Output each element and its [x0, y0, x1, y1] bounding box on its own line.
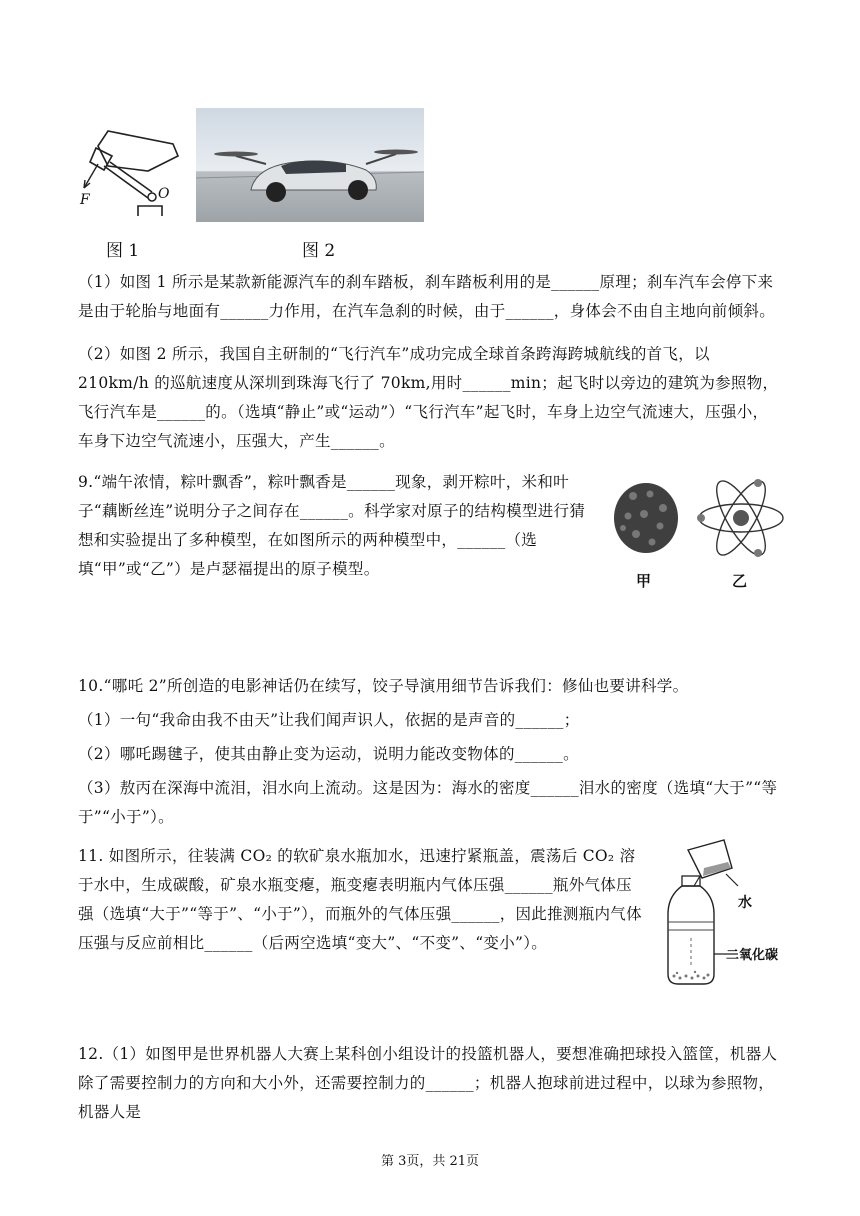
atom-models-figure	[608, 466, 788, 594]
question-10-part-1: （1）一句“我命由我不由天”让我们闻声识人，依据的是声音的______；	[78, 711, 580, 729]
bottle-co2-figure	[654, 838, 786, 990]
figure-1-caption: 图 1	[106, 241, 140, 261]
question-8-part-2: （2）如图 2 所示，我国自主研制的“飞行汽车”成功完成全球首条跨海跨城航线的首飞，以 210km/h 的巡航速度从深圳到珠海飞行了 70km,用时______min；起飞时以旁边的建筑为参照物，飞行汽车是______的。（选填“静止”或“运动”）“飞行汽车”起飞时，车身上边空气流速大，压强小，车身下边空气流速小，压强大，产生______。	[78, 345, 779, 450]
brake-pedal-figure	[78, 126, 184, 224]
flying-car-photo	[196, 108, 424, 222]
force-label: F	[80, 192, 90, 208]
question-9: 9.“端午浓情，粽叶飘香”，粽叶飘香是______现象，剥开粽叶，米和叶子“藕断丝连”说明分子之间存在______。科学家对原子的结构模型进行猜想和实验提出了多种模型，在如图所示的两种模型中，______（选填“甲”或“乙”）是卢瑟福提出的原子模型。	[78, 473, 586, 578]
figure-2-caption: 图 2	[302, 241, 336, 261]
question-10-part-2: （2）哪吒踢毽子，使其由静止变为运动，说明力能改变物体的______。	[78, 745, 579, 763]
pivot-label: O	[158, 186, 170, 202]
page-footer: 第 3页，共 21页	[380, 1154, 480, 1169]
model-jia-label: 甲	[636, 572, 652, 590]
model-yi-label: 乙	[732, 572, 748, 590]
water-label: 水	[738, 895, 752, 911]
question-10-part-3: （3）敖丙在深海中流泪，泪水向上流动。这是因为：海水的密度______泪水的密度（选填“大于”“等于”“小于”）。	[78, 779, 778, 826]
question-11: 11. 如图所示，往装满 CO₂ 的软矿泉水瓶加水，迅速拧紧瓶盖，震荡后 CO₂ 溶于水中，生成碳酸，矿泉水瓶变瘪，瓶变瘪表明瓶内气体压强______瓶外气体压强（选填“大于”“等于”、“小于”），而瓶外的气体压强______，因此推测瓶内气体压强与反应前相比______（后两空选填“变大”、“不变”、“变小”）。	[78, 847, 642, 952]
question-8-part-1: （1）如图 1 所示是某款新能源汽车的刹车踏板，刹车踏板利用的是______原理；刹车汽车会停下来是由于轮胎与地面有______力作用，在汽车急刹的时候，由于______，身体会不由自主地向前倾斜。	[78, 273, 776, 320]
question-10-intro: 10.“哪吒 2”所创造的电影神话仍在续写，饺子导演用细节告诉我们：修仙也要讲科学。	[78, 677, 689, 695]
co2-label: 二氧化碳	[726, 948, 779, 963]
question-12: 12.（1）如图甲是世界机器人大赛上某科创小组设计的投篮机器人，要想准确把球投入篮筐，机器人除了需要控制力的方向和大小外，还需要控制力的______；机器人抱球前进过程中，以球为参照物，机器人是	[78, 1045, 778, 1121]
